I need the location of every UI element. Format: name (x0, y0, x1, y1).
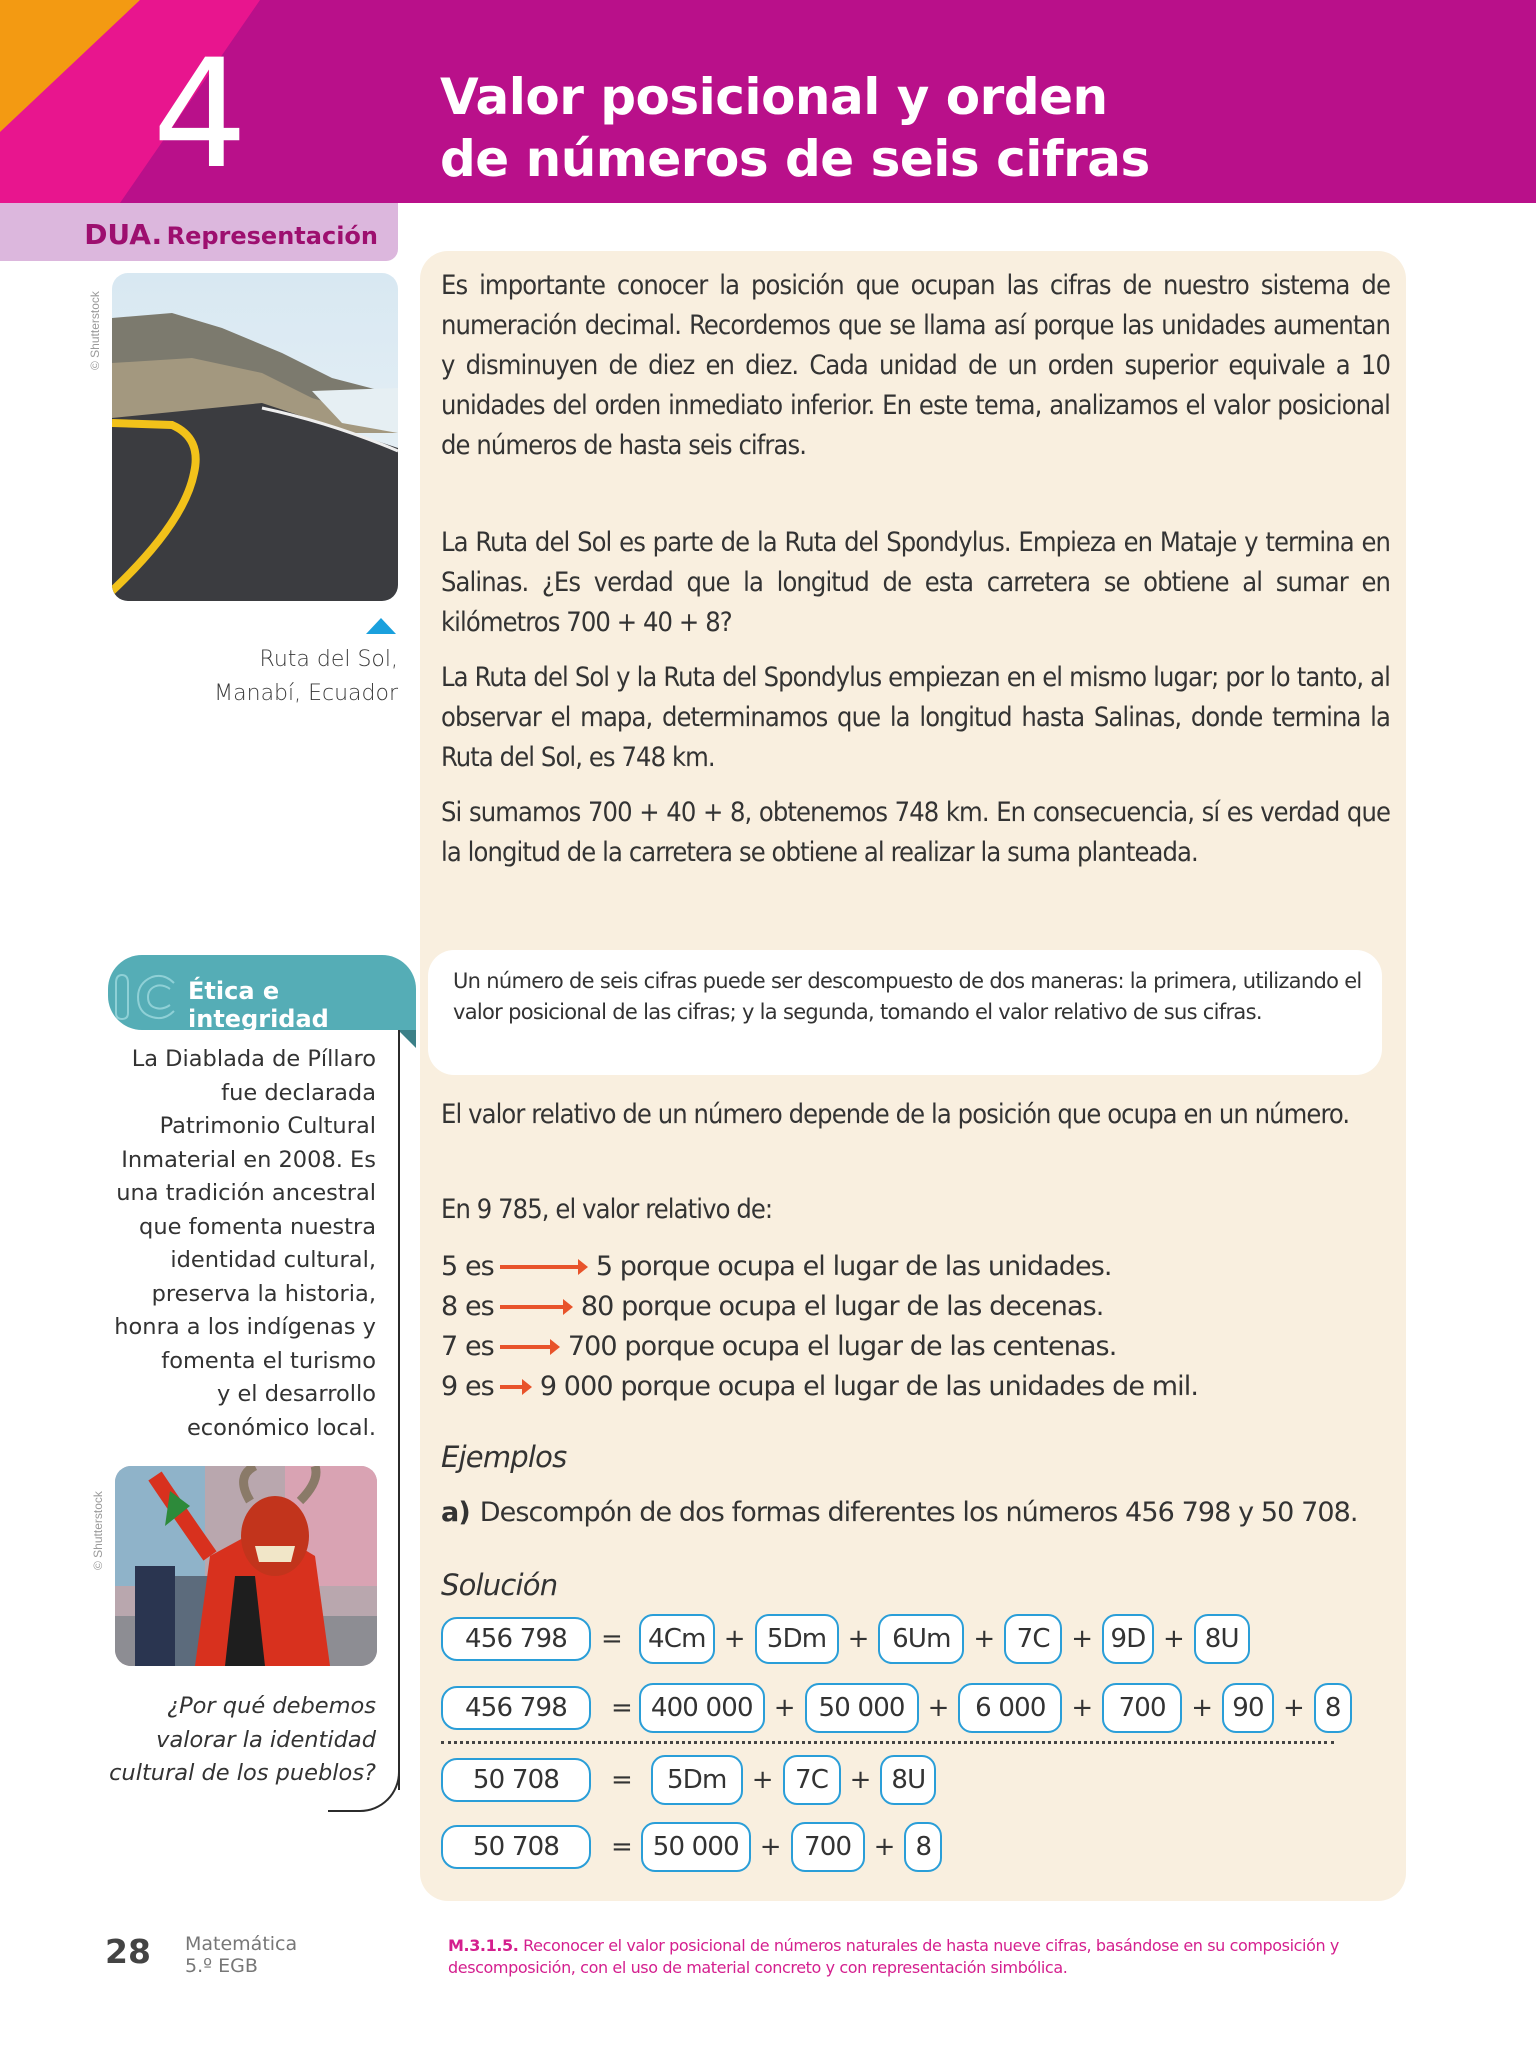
plus-sign: + (1071, 1693, 1094, 1723)
equation-term: 6 000 (958, 1683, 1062, 1733)
equals-sign: = (611, 1832, 633, 1862)
equation-row (441, 1683, 1352, 1733)
plus-sign: + (1162, 1624, 1185, 1654)
etica-title: Ética e integridad (188, 977, 329, 1033)
equation-term: 6Um (878, 1614, 964, 1664)
standard-code: M.3.1.5. (448, 1936, 519, 1955)
equation-term: 50 000 (641, 1822, 751, 1872)
problem-a (441, 1497, 1358, 1528)
equation-term: 8U (880, 1755, 936, 1805)
etica-line: La Diablada de Píllaro (131, 1046, 376, 1072)
question-line: ¿Por qué debemos (167, 1693, 376, 1719)
plus-sign: + (847, 1624, 870, 1654)
rv-result: 9 000 porque ocupa el lugar de las unidades de mil. (539, 1371, 1199, 1402)
problem-text: Descompón de dos formas diferentes los números 456 798 y 50 708. (479, 1497, 1358, 1528)
rv-digit: 7 es (441, 1331, 494, 1362)
examples-heading: Ejemplos (441, 1440, 567, 1474)
dotted-separator (441, 1741, 1334, 1744)
equation-term: 8 (1314, 1683, 1352, 1733)
rv-digit: 9 es (441, 1371, 494, 1402)
subject-name: Matemática (185, 1933, 298, 1955)
page-title-line-1: Valor posicional y orden (440, 68, 1108, 126)
problem-label: a) (441, 1497, 470, 1528)
diablada-photo (115, 1466, 377, 1666)
arrow-right-icon (500, 1305, 565, 1309)
etica-border (398, 1030, 400, 1790)
equation-term: 7C (1004, 1614, 1062, 1664)
relative-value-row (441, 1327, 1116, 1367)
arrow-right-icon (500, 1265, 580, 1269)
subject-label (185, 1933, 297, 1977)
equation-term: 700 (1102, 1683, 1182, 1733)
standard-text: Reconocer el valor posicional de números naturales de hasta nueve cifras, basándose en su composición y descomposición, con el uso de material concreto y con representación simbólica. (448, 1936, 1339, 1977)
plus-sign: + (751, 1765, 774, 1795)
relative-value-intro: En 9 785, el valor relativo de: (441, 1194, 773, 1225)
equation-row (441, 1822, 942, 1872)
etica-line: y el desarrollo (217, 1381, 376, 1407)
equation-lhs: 50 708 (441, 1758, 591, 1802)
etica-line: honra a los indígenas y (114, 1314, 376, 1340)
etica-line: que fomenta nuestra (139, 1213, 376, 1240)
dua-tab (0, 203, 398, 261)
equation-term: 90 (1222, 1683, 1274, 1733)
question-line: valorar la identidad (156, 1726, 376, 1753)
reflection-question (46, 1690, 376, 1791)
caption-line-1: Ruta del Sol, (259, 647, 398, 672)
road-photo-caption (214, 643, 398, 711)
plus-sign: + (723, 1624, 746, 1654)
sum-paragraph: Si sumamos 700 + 40 + 8, obtenemos 748 km. En consecuencia, sí es verdad que la longitud de la carretera se obtiene al realizar la suma planteada. (441, 797, 1390, 868)
plus-sign: + (1071, 1624, 1093, 1654)
etica-line: una tradición ancestral (116, 1180, 376, 1206)
etica-line: fue declarada (221, 1079, 376, 1106)
equation-lhs: 50 708 (441, 1825, 591, 1869)
page-title-line-2: de números de seis cifras (440, 130, 1150, 188)
photo-credit: © Shutterstock (88, 291, 102, 370)
relative-value-row (441, 1367, 1198, 1407)
photo-credit: © Shutterstock (91, 1491, 105, 1570)
ic-logo-icon (108, 955, 188, 1030)
etica-line: Patrimonio Cultural (159, 1113, 376, 1139)
etica-header (108, 955, 416, 1033)
rv-result: 5 porque ocupa el lugar de las unidades. (595, 1251, 1112, 1282)
equation-term: 5Dm (651, 1755, 743, 1805)
solution-heading: Solución (441, 1568, 558, 1602)
equals-sign: = (611, 1765, 633, 1795)
plus-sign: + (873, 1832, 896, 1862)
page-number: 28 (105, 1932, 151, 1971)
equation-row (441, 1614, 1250, 1664)
intro-paragraph: Es importante conocer la posición que ocupan las cifras de nuestro sistema de numeración decimal. Recordemos que se llama así porque las unidades aumentan y disminuyen de diez en diez. Cada unidad de un orden superior equivale a 10 unidades del orden inmediato inferior. En este tema, analizamos el valor posicional de números de hasta seis cifras. (441, 270, 1390, 461)
ruta-answer-paragraph: La Ruta del Sol y la Ruta del Spondylus empiezan en el mismo lugar; por lo tanto, al observar el mapa, determinamos que la longitud hasta Salinas, donde termina la Ruta del Sol, es 748 km. (441, 662, 1390, 773)
equation-row (441, 1755, 936, 1805)
rv-result: 700 porque ocupa el lugar de las centenas. (567, 1331, 1117, 1362)
equation-lhs: 456 798 (441, 1686, 591, 1730)
equation-term: 8U (1194, 1614, 1250, 1664)
chapter-header (0, 0, 1536, 203)
plus-sign: + (927, 1693, 950, 1723)
equation-term: 5Dm (755, 1614, 839, 1664)
curriculum-standard (448, 1935, 1408, 1979)
rv-digit: 5 es (441, 1251, 494, 1282)
info-box-text: Un número de seis cifras puede ser descompuesto de dos maneras: la primera, utilizando el valor posicional de las cifras; y la segunda, tomando el valor relativo de sus cifras. (453, 969, 1362, 1024)
plus-sign: + (773, 1693, 796, 1723)
equation-term: 8 (904, 1822, 942, 1872)
caption-pointer-icon (366, 618, 396, 634)
grade-level: 5.º EGB (185, 1955, 258, 1977)
etica-line: identidad cultural, (170, 1247, 376, 1273)
plus-sign: + (1282, 1693, 1305, 1723)
equation-term: 50 000 (805, 1683, 919, 1733)
diablada-photo-image (115, 1466, 377, 1666)
plus-sign: + (1191, 1693, 1213, 1723)
equation-term: 9D (1102, 1614, 1154, 1664)
plus-sign: + (849, 1765, 872, 1795)
arrow-right-icon (500, 1345, 552, 1349)
ruta-question-paragraph: La Ruta del Sol es parte de la Ruta del Spondylus. Empieza en Mataje y termina en Salinas. ¿Es verdad que la longitud de esta carretera se obtiene al sumar en kilómetros 700 + 40 + 8? (441, 527, 1390, 638)
etica-line: fomenta el turismo (161, 1347, 376, 1374)
road-photo (112, 273, 398, 601)
equation-term: 4Cm (639, 1614, 715, 1664)
equation-term: 400 000 (639, 1683, 765, 1733)
dua-category: Representación (166, 222, 378, 250)
rv-digit: 8 es (441, 1291, 494, 1322)
equals-sign: = (601, 1624, 623, 1654)
etica-text (56, 1043, 376, 1445)
equation-term: 7C (783, 1755, 841, 1805)
equals-sign: = (611, 1693, 633, 1723)
question-line: cultural de los pueblos? (109, 1760, 376, 1786)
etica-fold (398, 1030, 416, 1048)
equation-term: 700 (791, 1822, 865, 1872)
dua-label: DUA. (84, 218, 163, 251)
arrow-right-icon (500, 1385, 524, 1389)
etica-line: Inmaterial en 2008. Es (121, 1146, 376, 1173)
relative-value-row (441, 1287, 1103, 1327)
plus-sign: + (759, 1832, 782, 1862)
chapter-number: 4 (152, 28, 248, 202)
relative-value-row (441, 1247, 1112, 1287)
etica-line: económico local. (186, 1414, 376, 1441)
etica-line: preserva la historia, (151, 1280, 376, 1307)
equation-lhs: 456 798 (441, 1617, 591, 1661)
road-photo-image (112, 273, 398, 601)
rv-result: 80 porque ocupa el lugar de las decenas. (580, 1291, 1104, 1322)
caption-line-2: Manabí, Ecuador (214, 681, 398, 706)
plus-sign: + (973, 1624, 996, 1654)
page-title (440, 66, 1150, 190)
relative-value-definition: El valor relativo de un número depende de la posición que ocupa en un número. (441, 1099, 1350, 1130)
